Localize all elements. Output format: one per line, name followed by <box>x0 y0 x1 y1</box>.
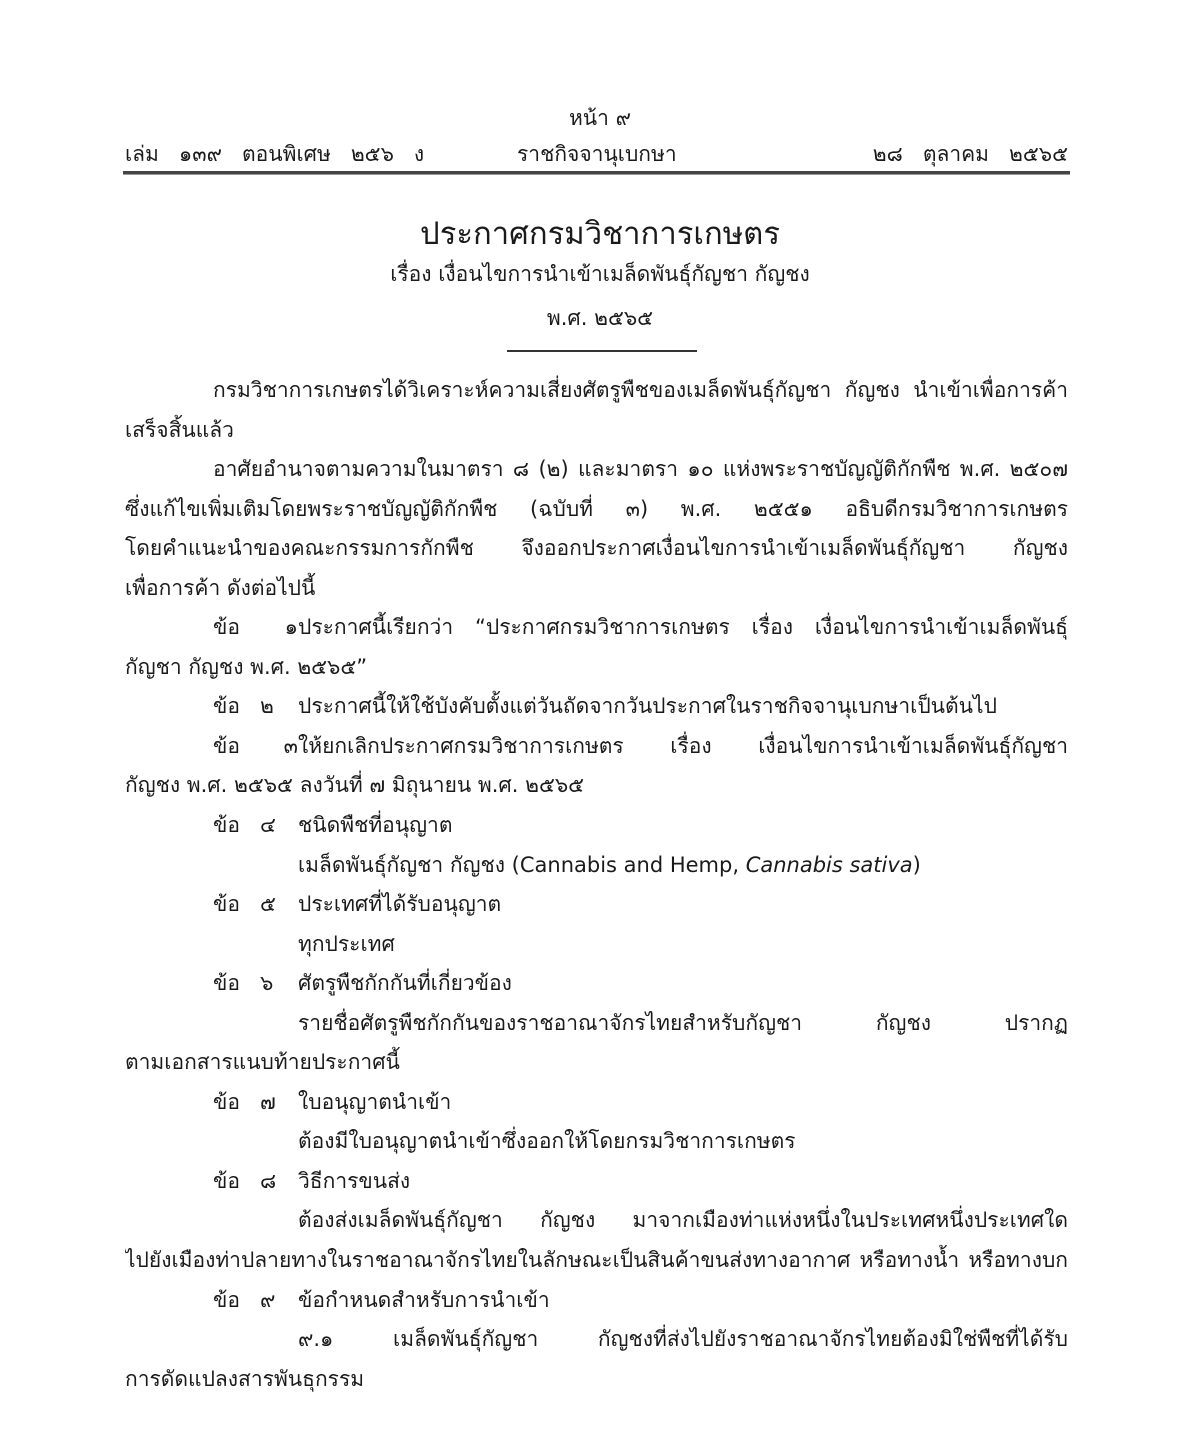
body-line: ไปยังเมืองท่าปลายทางในราชอาณาจักรไทยในลักษณะเป็นสินค้าขนส่งทางอากาศ หรือทางน้ำ หรือทางบก <box>125 1248 1068 1273</box>
clause-label: ข้อ ๗ <box>213 1089 276 1114</box>
document-subject: เรื่อง เงื่อนไขการนำเข้าเมล็ดพันธุ์กัญชา กัญชง <box>390 262 810 286</box>
clause-text: วิธีการขนส่ง <box>298 1168 411 1193</box>
body-line <box>125 846 1068 886</box>
clause-3 <box>125 727 1068 767</box>
body-line: โดยคำแนะนำของคณะกรรมการกักพืช จึงออกประกาศเงื่อนไขการนำเข้าเมล็ดพันธุ์กัญชา กัญชง <box>125 536 1068 561</box>
clause-5 <box>125 885 1068 925</box>
clause-label: ข้อ ๘ <box>213 1168 277 1193</box>
scientific-name: Cannabis sativa <box>745 852 913 877</box>
clause-4 <box>125 806 1068 846</box>
document-year: พ.ศ. ๒๕๖๕ <box>546 306 654 330</box>
clause-text: ข้อกำหนดสำหรับการนำเข้า <box>298 1287 550 1312</box>
clause-6 <box>125 964 1068 1004</box>
page-number: หน้า ๙ <box>568 106 632 130</box>
clause-label: ข้อ ๔ <box>213 813 276 838</box>
gazette-date: ๒๘ ตุลาคม ๒๕๖๕ <box>872 142 1068 166</box>
body-line: กัญชา กัญชง พ.ศ. ๒๕๖๕” <box>125 654 368 679</box>
clause-text: ให้ยกเลิกประกาศกรมวิชาการเกษตร เรื่อง เงื่อนไขการนำเข้าเมล็ดพันธุ์กัญชา <box>298 733 1068 758</box>
clause-7 <box>125 1083 1068 1123</box>
clause-8 <box>125 1162 1068 1202</box>
gazette-name: ราชกิจจานุเบกษา <box>517 142 677 166</box>
header-rule <box>123 171 1070 175</box>
clause-label: ข้อ ๓ <box>213 733 298 758</box>
document-body <box>125 371 1068 1399</box>
body-line: ซึ่งแก้ไขเพิ่มเติมโดยพระราชบัญญัติกักพืช (ฉบับที่ ๓) พ.ศ. ๒๕๕๑ อธิบดีกรมวิชาการเกษตร <box>125 496 1068 521</box>
body-line: ตามเอกสารแนบท้ายประกาศนี้ <box>125 1050 400 1075</box>
clause-label: ข้อ ๙ <box>213 1287 276 1312</box>
body-line: ทุกประเทศ <box>298 931 395 956</box>
clause-text: ประกาศนี้เรียกว่า “ประกาศกรมวิชาการเกษตร เรื่อง เงื่อนไขการนำเข้าเมล็ดพันธุ์ <box>298 615 1068 640</box>
body-line: ต้องส่งเมล็ดพันธุ์กัญชา กัญชง มาจากเมืองท่าแห่งหนึ่งในประเทศหนึ่งประเทศใด <box>298 1208 1068 1233</box>
document-title: ประกาศกรมวิชาการเกษตร <box>420 216 780 252</box>
body-line: กัญชง พ.ศ. ๒๕๖๕ ลงวันที่ ๗ มิถุนายน พ.ศ. ๒๕๖๕ <box>125 773 585 798</box>
title-divider <box>507 350 697 352</box>
clause-label: ข้อ ๒ <box>213 694 274 719</box>
clause-label: ข้อ ๖ <box>213 971 274 996</box>
clause-text: ประเทศที่ได้รับอนุญาต <box>298 892 502 917</box>
clause-1 <box>125 608 1068 648</box>
clause-text: ประกาศนี้ให้ใช้บังคับตั้งแต่วันถัดจากวันประกาศในราชกิจจานุเบกษาเป็นต้นไป <box>298 694 997 719</box>
closing-paren: ) <box>912 852 921 877</box>
body-line: ๙.๑ เมล็ดพันธุ์กัญชา กัญชงที่ส่งไปยังราชอาณาจักรไทยต้องมิใช่พืชที่ได้รับ <box>298 1327 1068 1352</box>
body-line: กรมวิชาการเกษตรได้วิเคราะห์ความเสี่ยงศัตรูพืชของเมล็ดพันธุ์กัญชา กัญชง นำเข้าเพื่อการค้า <box>213 378 1068 402</box>
clause-text: ใบอนุญาตนำเข้า <box>298 1089 452 1114</box>
clause-9 <box>125 1281 1068 1321</box>
body-line: รายชื่อศัตรูพืชกักกันของราชอาณาจักรไทยสำหรับกัญชา กัญชง ปรากฏ <box>298 1010 1068 1035</box>
clause-label: ข้อ ๕ <box>213 892 276 917</box>
clause-2 <box>125 687 1068 727</box>
plant-name: เมล็ดพันธุ์กัญชา กัญชง (Cannabis and Hemp, <box>298 852 746 877</box>
clause-label: ข้อ ๑ <box>213 615 298 640</box>
clause-text: ชนิดพืชที่อนุญาต <box>298 813 453 838</box>
body-line: ต้องมีใบอนุญาตนำเข้าซึ่งออกให้โดยกรมวิชาการเกษตร <box>298 1129 796 1154</box>
gazette-header <box>125 138 1068 170</box>
volume-info: เล่ม ๑๓๙ ตอนพิเศษ ๒๕๖ ง <box>125 142 425 166</box>
body-line: การดัดแปลงสารพันธุกรรม <box>125 1366 365 1391</box>
clause-text: ศัตรูพืชกักกันที่เกี่ยวข้อง <box>298 971 512 996</box>
body-line: อาศัยอำนาจตามความในมาตรา ๘ (๒) และมาตรา ๑๐ แห่งพระราชบัญญัติกักพืช พ.ศ. ๒๕๐๗ <box>213 457 1068 482</box>
body-line: เสร็จสิ้นแล้ว <box>125 417 234 442</box>
body-line: เพื่อการค้า ดังต่อไปนี้ <box>125 575 316 600</box>
